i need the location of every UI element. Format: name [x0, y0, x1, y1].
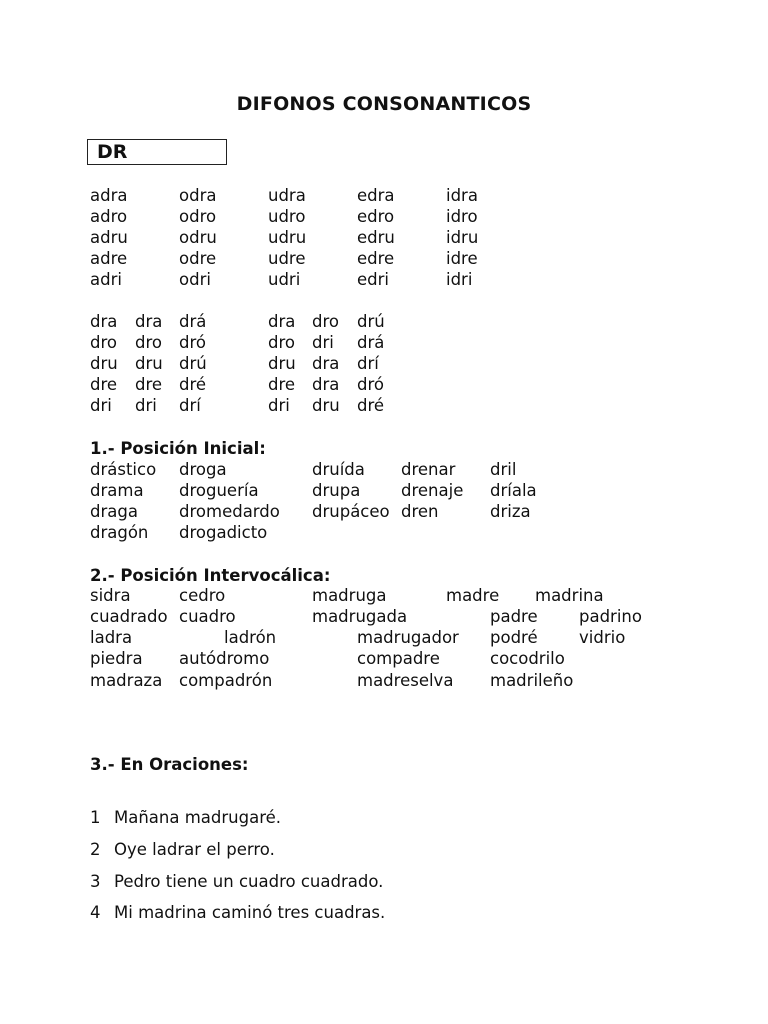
word-item: padre: [490, 607, 538, 626]
word-item: dru: [312, 396, 340, 415]
section-label: DR: [97, 141, 128, 163]
word-item: idra: [446, 186, 478, 205]
word-item: drú: [357, 312, 385, 331]
word-row: [0, 501, 768, 522]
word-item: draga: [90, 502, 138, 521]
section2-heading: 2.- Posición Intervocálica:: [90, 566, 331, 585]
sentence-number: 4: [90, 903, 101, 922]
word-item: cocodrilo: [490, 649, 565, 668]
word-item: idro: [446, 207, 478, 226]
word-item: sidra: [90, 586, 131, 605]
word-item: odri: [179, 270, 211, 289]
word-item: odro: [179, 207, 217, 226]
word-item: dré: [357, 396, 385, 415]
word-row: [0, 332, 768, 353]
word-row: [0, 670, 768, 691]
word-item: drupa: [312, 481, 361, 500]
word-item: drá: [179, 312, 207, 331]
sentence-text: Oye ladrar el perro.: [114, 840, 275, 859]
word-item: drú: [179, 354, 207, 373]
sentence-number: 2: [90, 840, 101, 859]
word-item: dra: [312, 354, 340, 373]
word-item: edri: [357, 270, 389, 289]
word-item: dragón: [90, 523, 149, 542]
word-item: idru: [446, 228, 479, 247]
word-item: cuadro: [179, 607, 236, 626]
word-item: idre: [446, 249, 478, 268]
word-item: driza: [490, 502, 531, 521]
word-item: adre: [90, 249, 128, 268]
word-item: piedra: [90, 649, 143, 668]
word-item: idri: [446, 270, 473, 289]
word-row: [0, 353, 768, 374]
word-item: edra: [357, 186, 395, 205]
word-item: dren: [401, 502, 439, 521]
word-row: [0, 206, 768, 227]
word-item: ladrón: [224, 628, 277, 647]
page-title: DIFONOS CONSONANTICOS: [236, 93, 532, 115]
word-row: [0, 227, 768, 248]
word-row: [0, 269, 768, 290]
sentence-text: Mi madrina caminó tres cuadras.: [114, 903, 386, 922]
word-item: dra: [312, 375, 340, 394]
word-item: dre: [268, 375, 296, 394]
word-item: edru: [357, 228, 395, 247]
word-item: dril: [490, 460, 517, 479]
word-item: drá: [357, 333, 385, 352]
word-item: dríala: [490, 481, 537, 500]
word-item: madrileño: [490, 671, 574, 690]
word-item: compadrón: [179, 671, 273, 690]
word-item: dré: [179, 375, 207, 394]
word-item: madrugador: [357, 628, 459, 647]
word-item: drástico: [90, 460, 157, 479]
word-row: [0, 585, 768, 606]
word-item: adra: [90, 186, 128, 205]
word-item: dro: [268, 333, 295, 352]
word-item: dro: [135, 333, 162, 352]
word-item: madrina: [535, 586, 604, 605]
word-item: autódromo: [179, 649, 270, 668]
word-item: udra: [268, 186, 306, 205]
word-row: [0, 248, 768, 269]
word-item: drogadicto: [179, 523, 268, 542]
word-item: ladra: [90, 628, 133, 647]
word-row: [0, 311, 768, 332]
word-item: madreselva: [357, 671, 454, 690]
word-item: dró: [179, 333, 206, 352]
word-item: madrugada: [312, 607, 408, 626]
word-item: dra: [135, 312, 163, 331]
word-item: dri: [312, 333, 334, 352]
section3-heading: 3.- En Oraciones:: [90, 755, 249, 774]
word-item: dra: [268, 312, 296, 331]
word-item: dru: [90, 354, 118, 373]
word-item: dra: [90, 312, 118, 331]
word-item: odra: [179, 186, 217, 205]
word-item: dro: [312, 312, 339, 331]
word-item: compadre: [357, 649, 440, 668]
word-item: dru: [268, 354, 296, 373]
sentence-text: Mañana madrugaré.: [114, 808, 282, 827]
section-label-box: [87, 139, 227, 165]
word-item: udru: [268, 228, 307, 247]
section1-heading: 1.- Posición Inicial:: [90, 439, 266, 458]
word-row: [0, 480, 768, 501]
word-item: madre: [446, 586, 500, 605]
word-item: adro: [90, 207, 128, 226]
word-item: dri: [268, 396, 290, 415]
word-item: drenaje: [401, 481, 464, 500]
word-item: podré: [490, 628, 538, 647]
sentence-number: 3: [90, 872, 101, 891]
word-item: dri: [135, 396, 157, 415]
word-item: cedro: [179, 586, 226, 605]
word-item: drí: [357, 354, 379, 373]
word-row: [0, 185, 768, 206]
sentence-number: 1: [90, 808, 101, 827]
word-item: dró: [357, 375, 384, 394]
word-item: madruga: [312, 586, 387, 605]
word-item: udre: [268, 249, 306, 268]
word-row: [0, 606, 768, 627]
word-item: edro: [357, 207, 395, 226]
word-item: dro: [90, 333, 117, 352]
word-row: [0, 459, 768, 480]
word-item: drama: [90, 481, 144, 500]
word-item: cuadrado: [90, 607, 168, 626]
word-item: dru: [135, 354, 163, 373]
word-item: odre: [179, 249, 217, 268]
word-item: drenar: [401, 460, 456, 479]
word-item: vidrio: [579, 628, 626, 647]
word-item: odru: [179, 228, 217, 247]
word-row: [0, 627, 768, 648]
word-item: udri: [268, 270, 301, 289]
word-item: drupáceo: [312, 502, 390, 521]
word-row: [0, 648, 768, 669]
word-item: adru: [90, 228, 128, 247]
word-row: [0, 522, 768, 543]
word-item: adri: [90, 270, 122, 289]
word-item: dromedardo: [179, 502, 280, 521]
word-item: udro: [268, 207, 306, 226]
word-item: edre: [357, 249, 395, 268]
word-item: drí: [179, 396, 201, 415]
word-item: dre: [90, 375, 118, 394]
word-row: [0, 395, 768, 416]
word-item: madraza: [90, 671, 163, 690]
sentence-text: Pedro tiene un cuadro cuadrado.: [114, 872, 384, 891]
word-item: druída: [312, 460, 365, 479]
word-item: padrino: [579, 607, 642, 626]
word-row: [0, 374, 768, 395]
word-item: droga: [179, 460, 227, 479]
word-item: dri: [90, 396, 112, 415]
word-item: dre: [135, 375, 163, 394]
word-item: droguería: [179, 481, 259, 500]
